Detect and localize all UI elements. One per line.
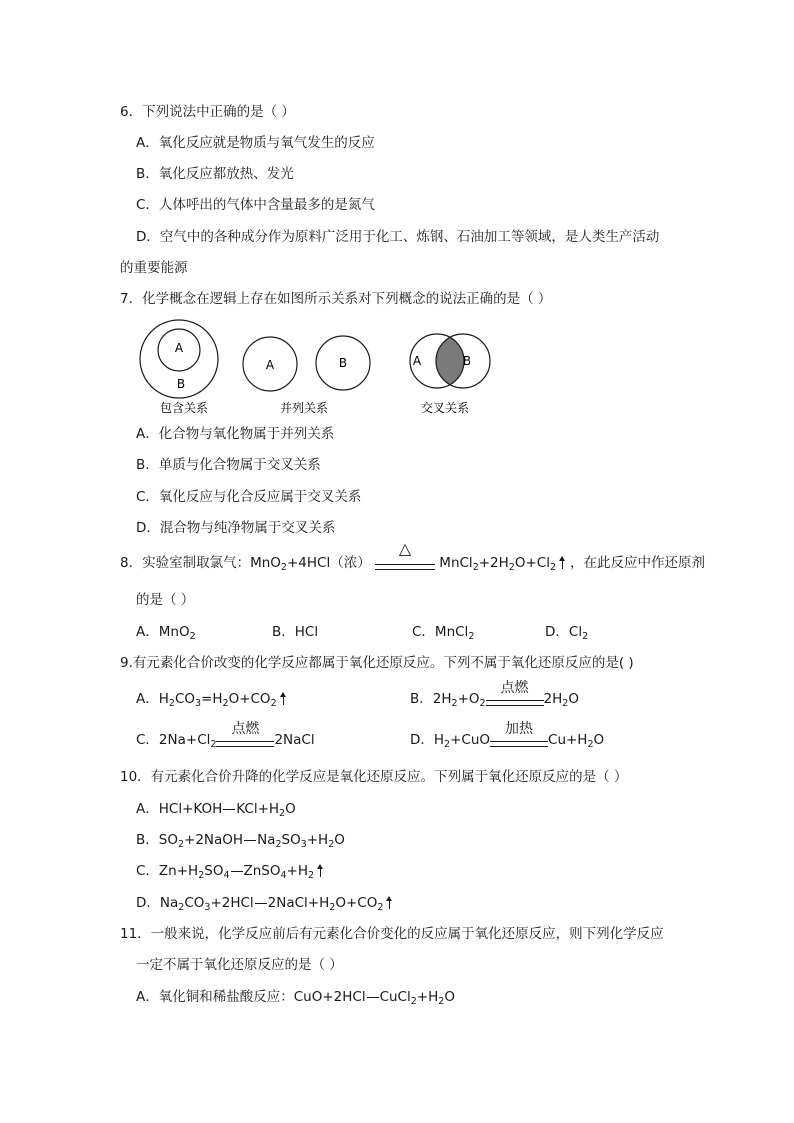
heat-triangle-icon: △ (398, 539, 412, 558)
parallel-b-label: B (338, 356, 348, 370)
gas-arrow-icon (277, 690, 291, 708)
intersect-a-label: A (412, 354, 422, 368)
set-relation-diagram (130, 318, 510, 418)
reaction-condition: 点燃 (486, 690, 544, 708)
gas-arrow-icon (556, 554, 570, 572)
parallel-relation-figure (243, 336, 370, 391)
gas-arrow-icon (314, 862, 328, 880)
q7-option-b: B．单质与化合物属于交叉关系 (136, 457, 321, 473)
q6-option-d: D．空气中的各种成分作为原料广泛用于化工、炼钢、石油加工等领域，是人类生产活动 (136, 229, 660, 245)
q8-option-b: B．HCl (272, 624, 319, 640)
intersect-caption: 交叉关系 (420, 401, 470, 415)
q11-stem-cont: 一定不属于氧化还原反应的是（ ） (136, 957, 343, 973)
q10-option-c: C．$Zn+H_2SO_4$ $ZnSO_4+H_2$ (136, 862, 328, 880)
contain-caption: 包含关系 (159, 401, 209, 415)
q10-option-d: D．$Na_2CO_3+2HCl$ $2NaCl+H_2O+CO_2$ (136, 894, 397, 912)
parallel-a-label: A (265, 358, 275, 372)
q8-stem-cont: 的是（ ） (136, 592, 195, 608)
q6-option-c: C．人体呼出的气体中含量最多的是氮气 (136, 197, 375, 213)
q9-option-a: A．$H_2CO_3=H_2O+CO_2$ (136, 690, 291, 708)
contain-inner-label: A (174, 341, 184, 355)
contain-relation-figure (140, 320, 218, 398)
q9-option-c: C．$2Na+Cl_2$ 点燃 2NaCl (136, 721, 315, 750)
q6-stem: 6．下列说法中正确的是（ ） (120, 104, 295, 120)
q7-option-a: A．化合物与氧化物属于并列关系 (136, 426, 335, 442)
intersect-relation-figure (410, 334, 490, 388)
q6-option-d-cont: 的重要能源 (120, 260, 188, 276)
gas-arrow-icon (383, 894, 397, 912)
q8-option-d: D．$Cl_2$ (545, 624, 589, 642)
q6-option-a: A．氧化反应就是物质与氧气发生的反应 (136, 135, 375, 151)
reaction-condition: 加热 (490, 731, 548, 749)
reaction-condition (375, 539, 435, 572)
intersect-b-label: B (462, 354, 472, 368)
q7-stem: 7．化学概念在逻辑上存在如图所示关系对下列概念的说法正确的是（ ） (120, 291, 552, 307)
q9-option-b: B．$2H_2+O_2$ 点燃 $2H_2O$ (410, 680, 579, 709)
q10-stem: 10．有元素化合价升降的化学反应是氧化还原反应。下列属于氧化还原反应的是（ ） (120, 769, 628, 785)
q10-option-a: A．HCl+KOH $KCl+H_2O$ (136, 801, 296, 819)
q9-option-d: D．$H_2+CuO$ 加热 $Cu+H_2O$ (410, 721, 605, 750)
q11-stem: 11．一般来说，化学反应前后有元素化合价变化的反应属于氧化还原反应，则下列化学反应 (120, 926, 664, 942)
parallel-caption: 并列关系 (279, 401, 329, 415)
q7-option-c: C．氧化反应与化合反应属于交叉关系 (136, 489, 362, 505)
q11-option-a: A．氧化铜和稀盐酸反应：CuO+2HCl $CuCl_2+H_2O$ (136, 989, 455, 1007)
q7-option-d: D．混合物与纯净物属于交叉关系 (136, 520, 336, 536)
q8-option-a: A．MnO$_2$ (136, 624, 196, 642)
q8-stem: 8．实验室制取氯气：MnO$_2$+4HCl（浓） △ $MnCl_2+2H_2O+Cl_2$ ，在此反应中作还原剂 (120, 539, 706, 573)
q10-option-b: B．$SO_2+2NaOH$ $Na_2SO_3+H_2O$ (136, 832, 345, 850)
reaction-condition: 点燃 (216, 731, 274, 749)
q8-option-c: C．MnCl$_2$ (412, 624, 475, 642)
q9-stem: 9.有元素化合价改变的化学反应都属于氧化还原反应。下列不属于氧化还原反应的是( ) (120, 655, 634, 671)
contain-outer-label: B (176, 377, 186, 391)
q6-option-b: B．氧化反应都放热、发光 (136, 166, 294, 182)
